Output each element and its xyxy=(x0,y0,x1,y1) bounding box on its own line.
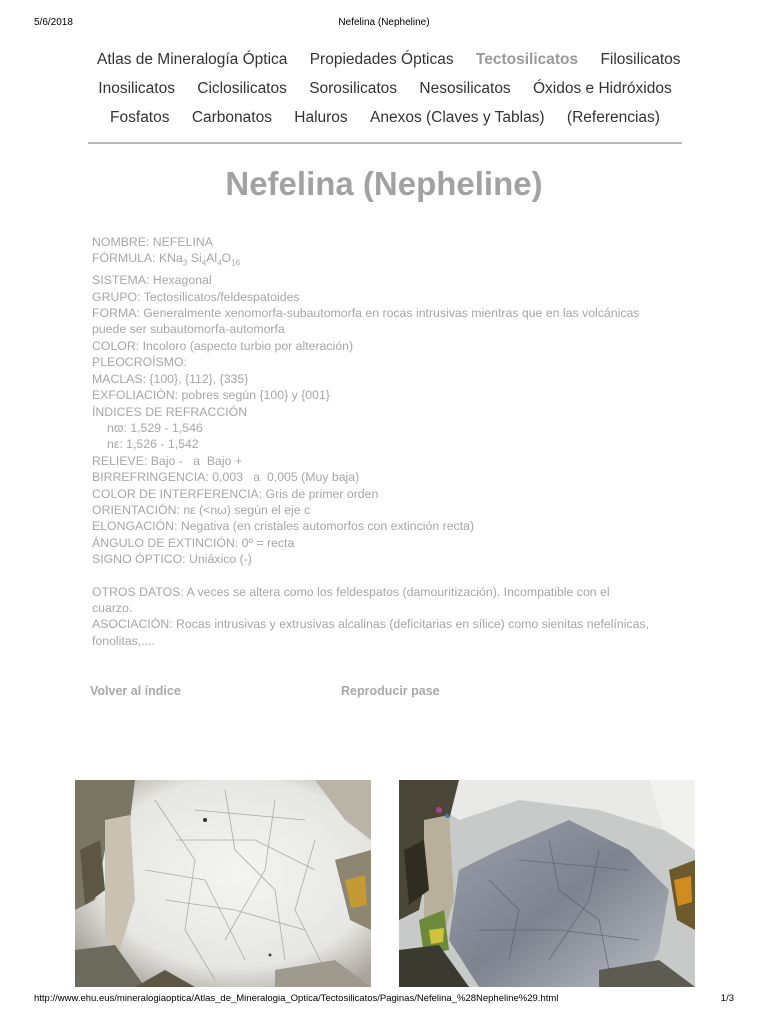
prop-exfoliacion: EXFOLIACIÓN: pobres según {100} y {001} xyxy=(92,388,330,403)
prop-sistema: SISTEMA: Hexagonal xyxy=(92,273,212,288)
spacer xyxy=(92,568,652,584)
nav-link-propiedades-opticas[interactable]: Propiedades Ópticas xyxy=(309,51,454,68)
nav-row-1 xyxy=(88,48,682,77)
nav-link-haluros[interactable]: Haluros xyxy=(294,109,348,126)
micrograph-plane-light[interactable] xyxy=(75,780,371,987)
formula-part: Si xyxy=(187,251,202,266)
prop-nombre: NOMBRE: NEFELINA xyxy=(92,235,213,249)
prop-color-interferencia: COLOR DE INTERFERENCIA: Gris de primer orden xyxy=(92,486,379,501)
print-title: Nefelina (Nepheline) xyxy=(338,17,430,28)
prop-asociacion: ASOCIACIÓN: Rocas intrusivas y extrusivas alcalinas (deficitarias en sílice) como sienitas nefelínicas, fonolitas,.... xyxy=(92,617,649,648)
nav-link-atlas[interactable]: Atlas de Mineralogía Óptica xyxy=(97,51,288,68)
formula-sub: 16 xyxy=(231,258,241,268)
micrograph-crossed-polars[interactable] xyxy=(399,780,695,987)
prop-forma: FORMA: Generalmente xenomorfa-subautomorfa en rocas intrusivas mientras que en las volcánicas puede ser subautomorfa-automorfa xyxy=(92,306,640,337)
prop-otros-datos: OTROS DATOS: A veces se altera como los feldespatos (damouritización). Incompatible con el cuarzo. xyxy=(92,584,610,615)
nav-link-carbonatos[interactable]: Carbonatos xyxy=(191,109,272,126)
nav-link-ciclosilicatos[interactable]: Ciclosilicatos xyxy=(197,80,287,97)
formula-sub: 3 xyxy=(182,258,188,268)
chemical-formula xyxy=(159,250,240,272)
nav-link-inosilicatos[interactable]: Inosilicatos xyxy=(98,80,175,97)
nav-row-3 xyxy=(88,106,682,135)
prop-angulo-extincion: ÁNGULO DE EXTINCIÓN: 0º = recta xyxy=(92,535,295,550)
nav-link-filosilicatos[interactable]: Filosilicatos xyxy=(600,51,681,68)
prop-maclas: MACLAS: {100}, {112}, {335} xyxy=(92,371,249,386)
formula-sub: 4 xyxy=(217,258,222,268)
formula-sub: 4 xyxy=(201,258,207,268)
nav-link-nesosilicatos[interactable]: Nesosilicatos xyxy=(419,80,511,97)
micrograph-image xyxy=(75,780,371,987)
prop-orientacion: ORIENTACIÓN: nε (<nω) según el eje c xyxy=(92,502,311,517)
mineral-properties xyxy=(92,234,652,649)
page-title: Nefelina (Nepheline) xyxy=(225,165,543,202)
prop-index-nw: nϖ: 1,529 - 1,546 xyxy=(107,420,203,435)
prop-grupo: GRUPO: Tectosilicatos/feldespatoides xyxy=(92,289,300,304)
prop-formula-label: FÓRMULA: xyxy=(92,251,159,266)
prop-relieve: RELIEVE: Bajo - a Bajo + xyxy=(92,453,243,468)
nav-link-fosfatos[interactable]: Fosfatos xyxy=(110,109,170,126)
nav-link-referencias[interactable]: (Referencias) xyxy=(566,109,660,126)
prop-color: COLOR: Incoloro (aspecto turbio por alteración) xyxy=(92,338,354,353)
prop-pleocroismo: PLEOCROÍSMO: xyxy=(92,355,187,370)
back-to-index-link[interactable]: Volver al índice xyxy=(90,684,181,698)
nav-link-sorosilicatos[interactable]: Sorosilicatos xyxy=(309,80,398,97)
prop-index-ne: nε: 1,526 - 1,542 xyxy=(107,437,199,452)
formula-part: Al xyxy=(206,251,218,266)
main-nav xyxy=(88,48,682,135)
prop-signo-optico: SIGNO ÓPTICO: Uniáxico (-) xyxy=(92,552,252,567)
print-url: http://www.ehu.eus/mineralogiaoptica/Atlas_de_Mineralogia_Optica/Tectosilicatos/Paginas/Nefelina_%28Nepheline%29.html xyxy=(34,993,559,1004)
nav-link-oxidos-hidroxidos[interactable]: Óxidos e Hidróxidos xyxy=(533,80,672,97)
nav-divider xyxy=(88,142,682,144)
formula-part: O xyxy=(221,251,232,266)
prop-formula xyxy=(92,250,652,272)
prop-birrefringencia: BIRREFRINGENCIA: 0,003 a 0,005 (Muy baja) xyxy=(92,470,360,485)
formula-part: KNa xyxy=(158,251,183,266)
print-date: 5/6/2018 xyxy=(34,17,73,28)
prop-indices: ÍNDICES DE REFRACCIÓN xyxy=(92,404,248,419)
micrograph-image xyxy=(399,780,695,987)
print-page-number: 1/3 xyxy=(720,993,734,1004)
nav-link-tectosilicatos[interactable]: Tectosilicatos xyxy=(475,51,579,68)
nav-row-2 xyxy=(88,77,682,106)
play-slideshow-link[interactable]: Reproducir pase xyxy=(341,684,440,698)
nav-link-anexos[interactable]: Anexos (Claves y Tablas) xyxy=(370,109,545,126)
prop-elongacion: ELONGACIÓN: Negativa (en cristales automorfos con extinción recta) xyxy=(92,519,475,534)
